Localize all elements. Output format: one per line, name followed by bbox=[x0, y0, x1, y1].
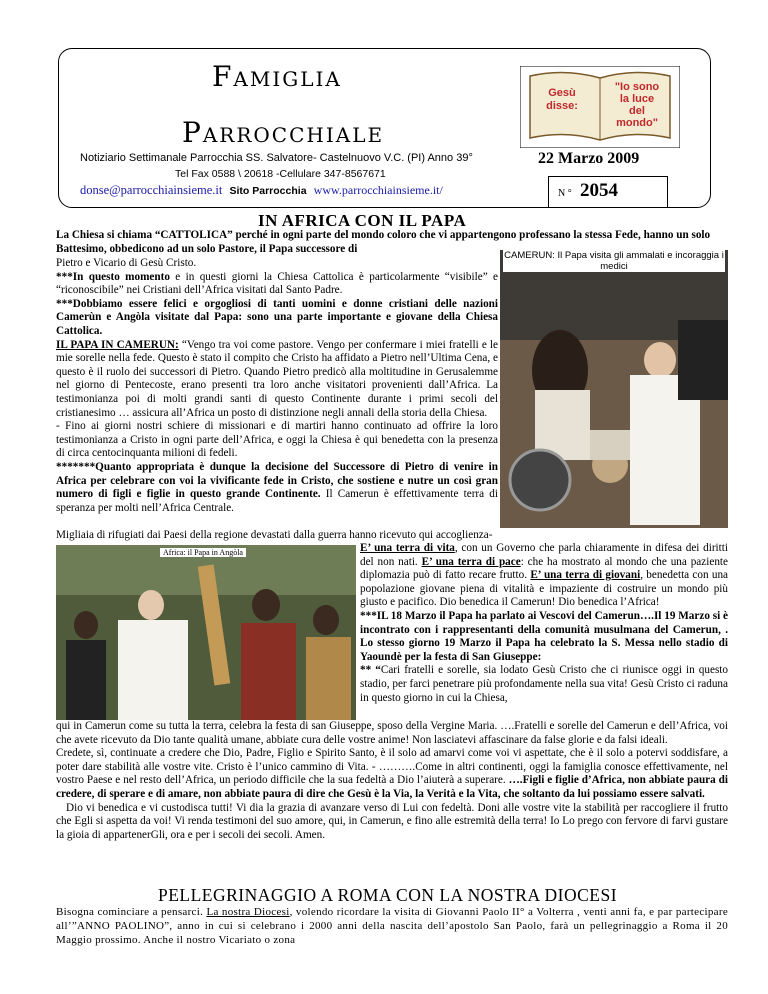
issue-number: 2054 bbox=[580, 180, 618, 201]
masthead-phones: Tel Fax 0588 \ 20618 -Cellulare 347-8567671 bbox=[175, 168, 386, 180]
left-para-6: *******Quanto appropriata è dunque la decisione del Successore di Pietro di venire in Africa per celebrare con voi la vivificante fede in Cristo, che sostiene e nutre un così gran numero di figli e figlie in questo grande Continente. Il Camerun è effettivamente terra di speranza per molti nell’Africa Centrale. bbox=[56, 460, 498, 514]
article1-left-column bbox=[56, 257, 498, 515]
photo-pope-visits-sick bbox=[500, 250, 728, 528]
logo-right-line3: del bbox=[629, 105, 645, 117]
issue-number-label: N ° bbox=[558, 188, 572, 199]
logo-right-line1: "Io sono bbox=[614, 81, 660, 93]
photo1-caption: CAMERUN: Il Papa visita gli ammalati e incoraggia i medici bbox=[504, 250, 724, 272]
logo-right-line2: la luce bbox=[619, 93, 655, 105]
left-para-4: IL PAPA IN CAMERUN: “Vengo tra voi come pastore. Vengo per confermare i miei fratelli e le mie sorelle nella fede. Questo è stato il compito che Cristo ha affidato a Pietro nell’Ultima Cena, e questo è il ruolo dei successori di Pietro. Quando Pietro predicò alla moltitudine in Gerusalemme nel giorno di Pentecoste, erano presenti tra loro anche visitatori provenienti dall’Africa. La testimonianza poi di molti grandi santi di questo Continente durante i primi secoli del cristianesimo … assicura all’Africa un posto di distinzione negli annali della storia della Chiesa. bbox=[56, 338, 498, 419]
article1-intro-text: La Chiesa si chiama “CATTOLICA” perché in ogni parte del mondo coloro che vi appartengono professano la stessa Fede, hanno un solo Battesimo, obbedicono ad un solo Pastore, il Papa successore di bbox=[56, 229, 711, 255]
right-para-4: ***IL 18 Marzo il Papa ha parlato ai Vescovi del Camerun….Il 19 Marzo si è incontrato con i rappresentanti della comunità musulmana del Camerun, . Lo stesso giorno 19 Marzo il Papa ha celebrato la S. Messa nello stadio di Yaoundè per la festa di San Giuseppe: bbox=[360, 609, 728, 663]
article2-text: Bisogna cominciare a pensarci. La nostra Diocesi, volendo ricordare la visita di Giovanni Paolo II° a Volterra , venti anni fa, e par partecipare all’”ANNO PAOLINO”, anno in cui si celebrano i 2000 anni della nascita dell’apostolo San Paolo, farà un pellegrinaggio a Roma il 20 Maggio prossimo. Anche il nostro Vicariato o zona bbox=[56, 906, 728, 946]
article1-headline: IN AFRICA CON IL PAPA bbox=[258, 211, 467, 230]
left-para-1: Pietro e Vicario di Gesù Cristo. bbox=[56, 257, 197, 269]
bottom-para-3: Dio vi benedica e vi custodisca tutti! Vi dia la grazia di avanzare verso di Lui con fedeltà. Doni alle vostre vite la stabilità per raccogliere il frutto che Egli si aspetta da voi! Vi renda testimoni del suo amore, qui, in Camerun, e fino alle estremità della terra! Io Lo prego con fervore di farvi gustare la gioia di appartenerGli, ora e per i secoli dei secoli. Amen. bbox=[56, 801, 728, 841]
issue-date: 22 Marzo 2009 bbox=[538, 150, 640, 167]
photo2-caption: Africa: il Papa in Angòla bbox=[160, 548, 246, 557]
masthead-title-line2: Parrocchiale bbox=[182, 116, 385, 149]
site-link[interactable]: www.parrocchiainsieme.it/ bbox=[313, 183, 443, 197]
left-para-5: - Fino ai giorni nostri schiere di missionari e di martiri hanno continuato ad offrire la loro testimonianza a Cristo in ogni parte dell’Africa, e oggi la Chiesa è qui benedetta con la presenza di circa centocinquanta milioni di fedeli. bbox=[56, 420, 498, 460]
bottom-para-2: Credete, sì, continuate a credere che Dio, Padre, Figlio e Spirito Santo, è il solo ad amarvi come voi vi aspettate, che è il solo a potervi soddisfare, a poter dare stabilità alle vostre vite. Cristo è l’unico cammino di Vita. - ……….Come in altri continenti, oggi la famiglia conosce effettivamente, nel vostro Paese e nel resto dell’Africa, un periodo difficile che la sua fedeltà a Dio l’aiuterà a superare. ….Figli e figlie d’Africa, non abbiate paura di credere, di sperare e di amare, non abbiate paura di dire che Gesù è la Via, la Verità e la Vita, che soltanto da lui possiamo essere salvati. bbox=[56, 747, 729, 800]
article1-right-column bbox=[360, 542, 728, 705]
article1-refugees-line: Migliaia di rifugiati dai Paesi della regione devastati dalla guerra hanno ricevuto qui accoglienza- bbox=[56, 529, 493, 541]
masthead-subtitle: Notiziario Settimanale Parrocchia SS. Salvatore- Castelnuovo V.C. (PI) Anno 39° bbox=[80, 152, 473, 164]
right-para-1: E’ una terra di vita, con un Governo che parla chiaramente in difesa dei diritti del non nati. bbox=[360, 542, 728, 568]
masthead-title-line1: Famiglia bbox=[212, 60, 342, 93]
article1-bottom bbox=[56, 720, 728, 842]
photo-pope-angola bbox=[56, 545, 356, 720]
logo-left-line1: Gesù bbox=[548, 87, 576, 99]
site-label: Sito Parrocchia bbox=[229, 185, 307, 197]
logo-right-line4: mondo" bbox=[616, 117, 658, 129]
open-book-logo bbox=[520, 66, 680, 148]
left-para-2: ***In questo momento e in questi giorni la Chiesa Cattolica è particolarmente “visibile” e “riconoscibile” nei Cristiani dell’Africa visitati dal Santo Padre. bbox=[56, 270, 498, 297]
logo-left-line2: disse: bbox=[546, 100, 578, 112]
email-link[interactable]: donse@parrocchiainsieme.it bbox=[80, 183, 223, 197]
masthead-contact bbox=[80, 183, 443, 198]
right-para-5: ** “Cari fratelli e sorelle, sia lodato Gesù Cristo che ci riunisce oggi in questo stadio, per farci penetrare più profondamente nella sua vita! Gesù Cristo ci raduna in questo giorno in cui la Chiesa, bbox=[360, 664, 728, 704]
right-para-3: E’ una terra di giovani, benedetta con una popolazione giovane piena di vitalità e impaziente di costruire un mondo più giusto e pacifico. Dio benedica il Camerun! Dio benedica l’Africa! bbox=[360, 569, 728, 609]
article2-headline: PELLEGRINAGGIO A ROMA CON LA NOSTRA DIOCESI bbox=[158, 885, 618, 905]
left-para-3: ***Dobbiamo essere felici e orgogliosi di tanti uomini e donne cristiani delle nazioni Camerùn e Angòla visitate dal Papa: sono una parte importante e giovane della Chiesa Cattolica. bbox=[56, 297, 498, 337]
right-para-2: E’ una terra di pace: che ha mostrato al mondo che una paziente diplomazia può di fatto recare frutto. bbox=[360, 555, 728, 582]
bottom-para-1: qui in Camerun come su tutta la terra, celebra la festa di san Giuseppe, sposo della Vergine Maria. ….Fratelli e sorelle del Camerun e dell’Africa, voi che avete ricevuto da Dio tante qualità umane, abbiate cura delle vostre anime! Non lasciatevi affascinare da false glorie e da falsi ideali. bbox=[56, 720, 728, 746]
